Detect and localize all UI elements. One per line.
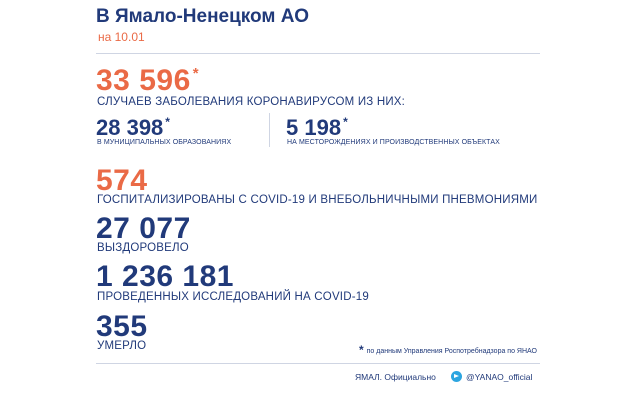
top-divider (96, 53, 540, 54)
report-date: на 10.01 (98, 30, 145, 44)
stats-separator (269, 113, 270, 147)
brand-label: ЯМАЛ. Официально (355, 372, 436, 382)
municipal-label: В МУНИЦИПАЛЬНЫХ ОБРАЗОВАНИЯХ (97, 139, 232, 146)
recovered-label: ВЫЗДОРОВЕЛО (97, 242, 189, 254)
deaths-label: УМЕРЛО (97, 340, 147, 352)
total-cases-label: СЛУЧАЕВ ЗАБОЛЕВАНИЯ КОРОНАВИРУСОМ ИЗ НИХ: (97, 96, 406, 108)
bottom-divider (96, 363, 540, 364)
telegram-link[interactable] (451, 371, 532, 382)
telegram-handle: @YANAO_official (466, 371, 533, 382)
hospitalized-value: 574 (96, 164, 148, 197)
footnote-asterisk: * (358, 343, 364, 357)
fields-number: 5 198 (286, 115, 342, 140)
tests-label: ПРОВЕДЕННЫХ ИССЛЕДОВАНИЙ НА COVID-19 (97, 291, 369, 303)
municipal-asterisk: * (165, 115, 170, 129)
telegram-icon (451, 371, 462, 382)
recovered-value: 27 077 (96, 212, 191, 245)
fields-asterisk: * (343, 115, 348, 129)
municipal-number: 28 398 (96, 115, 164, 140)
source-footnote (359, 342, 537, 356)
deaths-value: 355 (96, 310, 148, 343)
fields-label: НА МЕСТОРОЖДЕНИЯХ И ПРОИЗВОДСТВЕННЫХ ОБЪЕКТАХ (287, 139, 500, 146)
total-cases-number: 33 596 (96, 64, 191, 97)
tests-value: 1 236 181 (96, 260, 234, 293)
footnote-text: по данным Управления Роспотребнадзора по ЯНАО (366, 348, 537, 355)
total-cases-asterisk: * (192, 65, 200, 82)
hospitalized-label: ГОСПИТАЛИЗИРОВАНЫ С COVID-19 И ВНЕБОЛЬНИЧНЫМИ ПНЕВМОНИЯМИ (97, 194, 538, 206)
region-title: В Ямало-Ненецком АО (96, 6, 309, 27)
